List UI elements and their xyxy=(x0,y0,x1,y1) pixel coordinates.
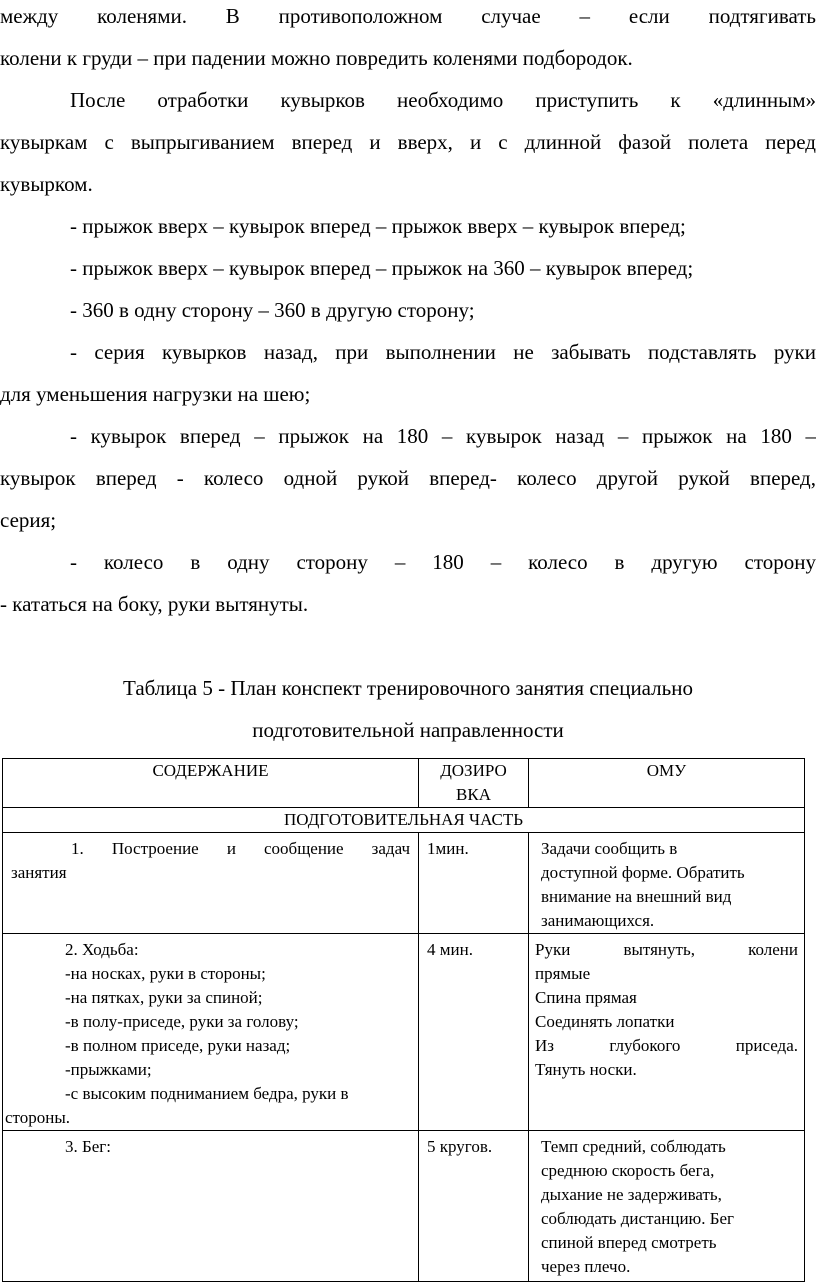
bullet-line: - прыжок вверх – кувырок вперед – прыжок на 360 – кувырок вперед; xyxy=(70,256,694,280)
header-content: СОДЕРЖАНИЕ xyxy=(3,759,419,808)
bullet-line: для уменьшения нагрузки на шею; xyxy=(0,382,311,406)
row-content: 3. Бег: xyxy=(3,1131,419,1282)
table-row xyxy=(3,833,805,934)
row-omu: Руки вытянуть, колени прямые Спина прямая Соединять лопатки Из глубокого приседа. Тянуть носки. xyxy=(529,934,805,1131)
bullet-line: серия; xyxy=(0,508,57,532)
bullet-line: - серия кувырков назад, при выполнении не забывать подставлять руки xyxy=(70,340,816,364)
row-dose: 4 мин. xyxy=(419,934,529,1131)
header-dose: ДОЗИРО ВКА xyxy=(419,759,529,808)
paragraph-line: колени к груди – при падении можно повредить коленями подбородок. xyxy=(0,46,633,70)
table-row xyxy=(3,934,805,1131)
row-omu: Задачи сообщить в доступной форме. Обратить внимание на внешний вид занимающихся. xyxy=(529,833,805,934)
bullet-line: - 360 в одну сторону – 360 в другую сторону; xyxy=(70,298,475,322)
bullet-line: - прыжок вверх – кувырок вперед – прыжок вверх – кувырок вперед; xyxy=(70,214,686,238)
bullet-line: кувырок вперед - колесо одной рукой вперед- колесо другой рукой вперед, xyxy=(0,466,816,490)
table-header-row xyxy=(3,759,805,808)
table-caption: Таблица 5 - План конспект тренировочного занятия специально xyxy=(123,676,693,700)
bullet-line: - кувырок вперед – прыжок на 180 – кувырок назад – прыжок на 180 – xyxy=(70,424,816,448)
header-omu: ОМУ xyxy=(529,759,805,808)
row-dose: 1мин. xyxy=(419,833,529,934)
row-omu: Темп средний, соблюдать среднюю скорость бега, дыхание не задерживать, соблюдать дистанцию. Бег спиной вперед смотреть через плечо. xyxy=(529,1131,805,1282)
table-section-row xyxy=(3,808,805,833)
paragraph-line: кувырком. xyxy=(0,172,93,196)
bullet-line: - колесо в одну сторону – 180 – колесо в другую сторону xyxy=(70,550,816,574)
paragraph-line: После отработки кувырков необходимо приступить к «длинным» xyxy=(70,88,816,112)
plan-table xyxy=(2,758,805,1282)
row-content: 1. Построение и сообщение задач занятия xyxy=(3,833,419,934)
table-caption: подготовительной направленности xyxy=(252,718,564,742)
row-dose: 5 кругов. xyxy=(419,1131,529,1282)
table-row xyxy=(3,1131,805,1282)
bullet-line: - кататься на боку, руки вытянуты. xyxy=(0,592,309,616)
section-title: ПОДГОТОВИТЕЛЬНАЯ ЧАСТЬ xyxy=(3,808,805,833)
row-content: 2. Ходьба: -на носках, руки в стороны; -на пятках, руки за спиной; -в полу-приседе, руки за голову; -в полном приседе, руки назад; -прыжками; -с высоким подниманием бедра, руки в стороны. xyxy=(3,934,419,1131)
paragraph-line: между коленями. В противоположном случае – если подтягивать xyxy=(0,4,816,28)
paragraph-line: кувыркам с выпрыгиванием вперед и вверх, и с длинной фазой полета перед xyxy=(0,130,816,154)
